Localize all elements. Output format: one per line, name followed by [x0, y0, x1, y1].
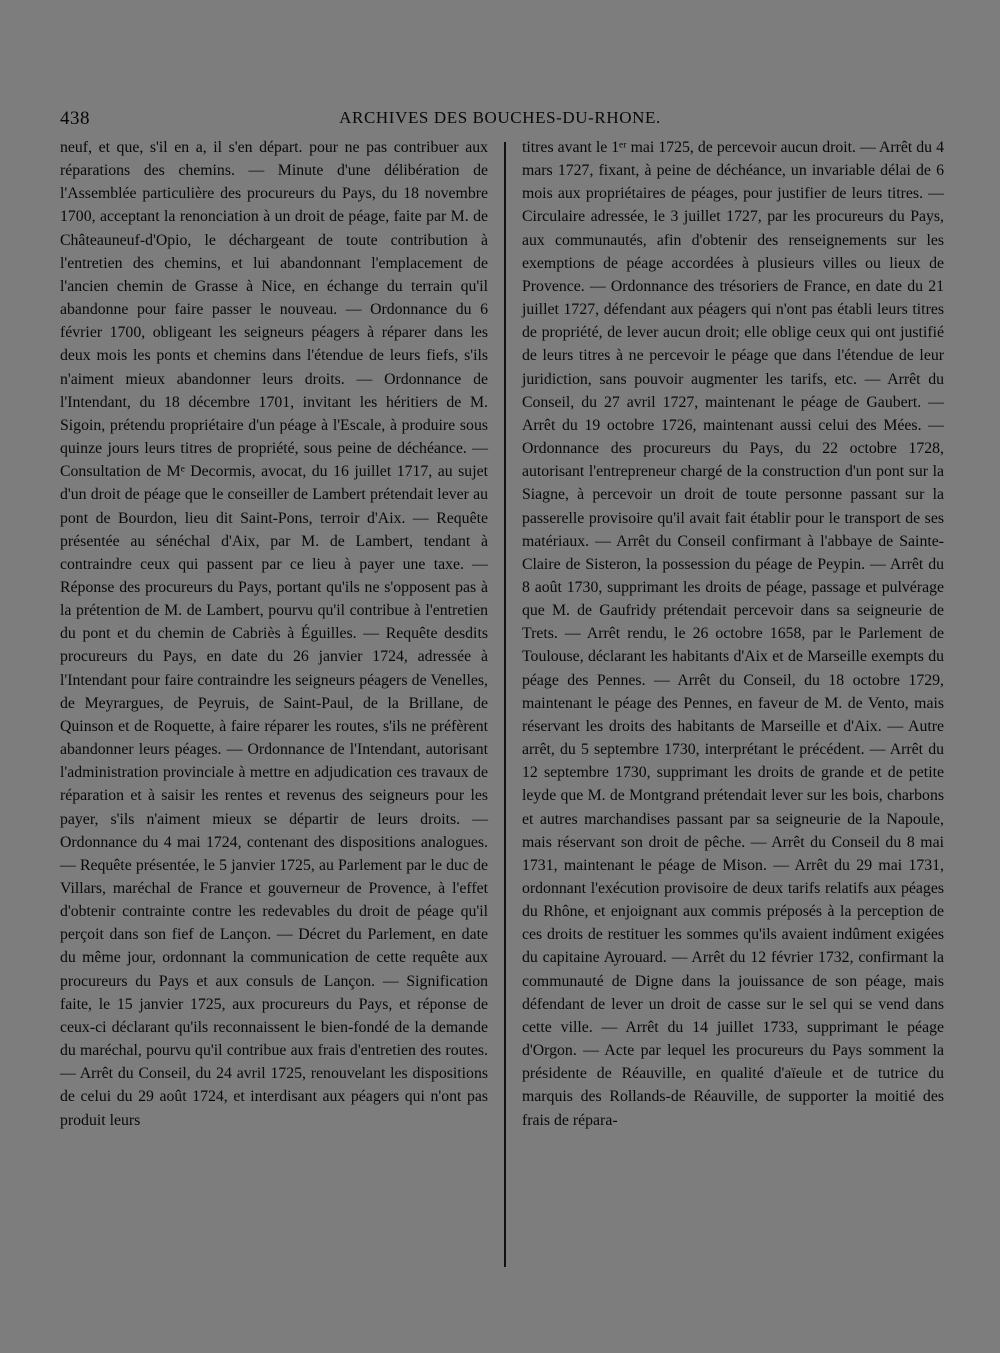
right-column-text: titres avant le 1ᵉʳ mai 1725, de percevoir aucun droit. — Arrêt du 4 mars 1727, fixant, à peine de déchéance, un invariable délai de 6 mois aux propriétaires de péages, pour justifier de leurs titres. — Circulaire adressée, le 3 juillet 1727, par les procureurs du Pays, aux communautés, afin d'obtenir des renseignements sur les exemptions de péage accordées à plusieurs villes ou lieux de Provence. — Ordonnance des trésoriers de France, en date du 21 juillet 1727, défendant aux péagers qui n'ont pas établi leurs titres de propriété, de lever aucun droit; elle oblige ceux qui ont justifié de leurs titres à ne percevoir le péage que dans l'étendue de leur juridiction, sans pouvoir augmenter les tarifs, etc. — Arrêt du Conseil, du 27 avril 1727, maintenant le péage de Gaubert. — Arrêt du 19 octobre 1726, maintenant aussi celui des Mées. — Ordonnance des procureurs du Pays, du 22 octobre 1728, autorisant l'entrepreneur chargé de la construction d'un pont sur la Siagne, à percevoir un droit de toute personne passant sur la passerelle provisoire qu'il avait fait établir pour le transport de ses matériaux. — Arrêt du Conseil confirmant à l'abbaye de Sainte-Claire de Sisteron, la possession du péage de Peypin. — Arrêt du 8 août 1730, supprimant les droits de péage, passage et pulvérage que M. de Gaufridy prétendait percevoir dans sa seigneurie de Trets. — Arrêt rendu, le 26 octobre 1658, par le Parlement de Toulouse, déclarant les habitants d'Aix et de Marseille exempts du péage des Pennes. — Arrêt du Conseil, du 18 octobre 1729, maintenant le péage des Pennes, en faveur de M. de Vento, mais réservant les droits des habitants de Marseille et d'Aix. — Autre arrêt, du 5 septembre 1730, interprétant le précédent. — Arrêt du 12 septembre 1730, supprimant les droits de grande et de petite leyde que M. de Montgrand prétendait lever sur les bois, charbons et autres marchandises passant par sa seigneurie de la Napoule, mais réservant son droit de pêche. — Arrêt du Conseil du 8 mai 1731, maintenant le péage de Mison. — Arrêt du 29 mai 1731, ordonnant l'exécution provisoire de deux tarifs relatifs aux péages du Rhône, et enjoignant aux commis préposés à la perception de ces droits de restituer les sommes qu'ils avaient indûment exigées du capitaine Ayrouard. — Arrêt du 12 février 1732, confirmant la communauté de Digne dans la jouissance de son péage, mais défendant de lever un droit de casse sur le sel qui se vend dans cette ville. — Arrêt du 14 juillet 1733, supprimant le péage d'Orgon. — Acte par lequel les procureurs du Pays somment la présidente de Réauville, en qualité d'aïeule et de tutrice du marquis des Rollands-de Réauville, de supporter la moitié des frais de répara- — [522, 139, 944, 1129]
page-number: 438 — [60, 108, 90, 129]
text-column-right — [522, 136, 944, 1132]
text-column-left — [60, 136, 488, 1132]
left-column-text: neuf, et que, s'il en a, il s'en départ. pour ne pas contribuer aux réparations des chemins. — Minute d'une délibération de l'Assemblée particulière des procureurs du Pays, du 18 novembre 1700, acceptant la renonciation à un droit de péage, faite par M. de Châteauneuf-d'Opio, le déchargeant de toute contribution à l'entretien des chemins, et lui abandonnant l'emplacement de l'ancien chemin de Grasse à Nice, en échange du terrain qu'il abandonne pour faire passer le nouveau. — Ordonnance du 6 février 1700, obligeant les seigneurs péagers à réparer dans les deux mois les ponts et chemins dans l'étendue de leurs fiefs, s'ils n'aiment mieux abandonner leurs droits. — Ordonnance de l'Intendant, du 18 décembre 1701, invitant les héritiers de M. Sigoin, prétendu propriétaire d'un péage à l'Escale, à produire sous quinze jours leurs titres de propriété, sous peine de déchéance. — Consultation de Mᵉ Decormis, avocat, du 16 juillet 1717, au sujet d'un droit de péage que le conseiller de Lambert prétendait lever au pont de Bourdon, lieu dit Saint-Pons, terroir d'Aix. — Requête présentée au sénéchal d'Aix, par M. de Lambert, tendant à contraindre ceux qui passent par ce lieu à payer une taxe. — Réponse des procureurs du Pays, portant qu'ils ne s'opposent pas à la prétention de M. de Lambert, pourvu qu'il contribue à l'entretien du pont et du chemin de Cabriès à Éguilles. — Requête desdits procureurs du Pays, en date du 26 janvier 1724, adressée à l'Intendant pour faire contraindre les seigneurs péagers de Venelles, de Meyrargues, de Peyruis, de Saint-Paul, de la Brillane, de Quinson et de Roquette, à faire réparer les routes, s'ils ne préfèrent abandonner leurs péages. — Ordonnance de l'Intendant, autorisant l'administration provinciale à mettre en adjudication ces travaux de réparation et à saisir les rentes et revenus des seigneurs pour les payer, s'ils n'aiment mieux se départir de leurs droits. — Ordonnance du 4 mai 1724, contenant des dispositions analogues. — Requête présentée, le 5 janvier 1725, au Parlement par le duc de Villars, maréchal de France et gouverneur de Provence, à l'effet d'obtenir contrainte contre les redevables du droit de péage qu'il perçoit dans son fief de Lançon. — Décret du Parlement, en date du même jour, ordonnant la communication de cette requête aux procureurs du Pays et aux consuls de Lançon. — Signification faite, le 15 janvier 1725, aux procureurs du Pays, et réponse de ceux-ci déclarant qu'ils reconnaissent le bien-fondé de la demande du maréchal, pourvu qu'il contribue aux frais d'entretien des routes. — Arrêt du Conseil, du 24 avril 1725, renouvelant les dispositions de celui du 29 août 1724, et interdisant aux péagers qui n'ont pas produit leurs — [60, 139, 488, 1129]
column-divider — [504, 142, 506, 1267]
page-header — [60, 108, 940, 134]
running-title: ARCHIVES DES BOUCHES-DU-RHONE. — [339, 108, 661, 127]
